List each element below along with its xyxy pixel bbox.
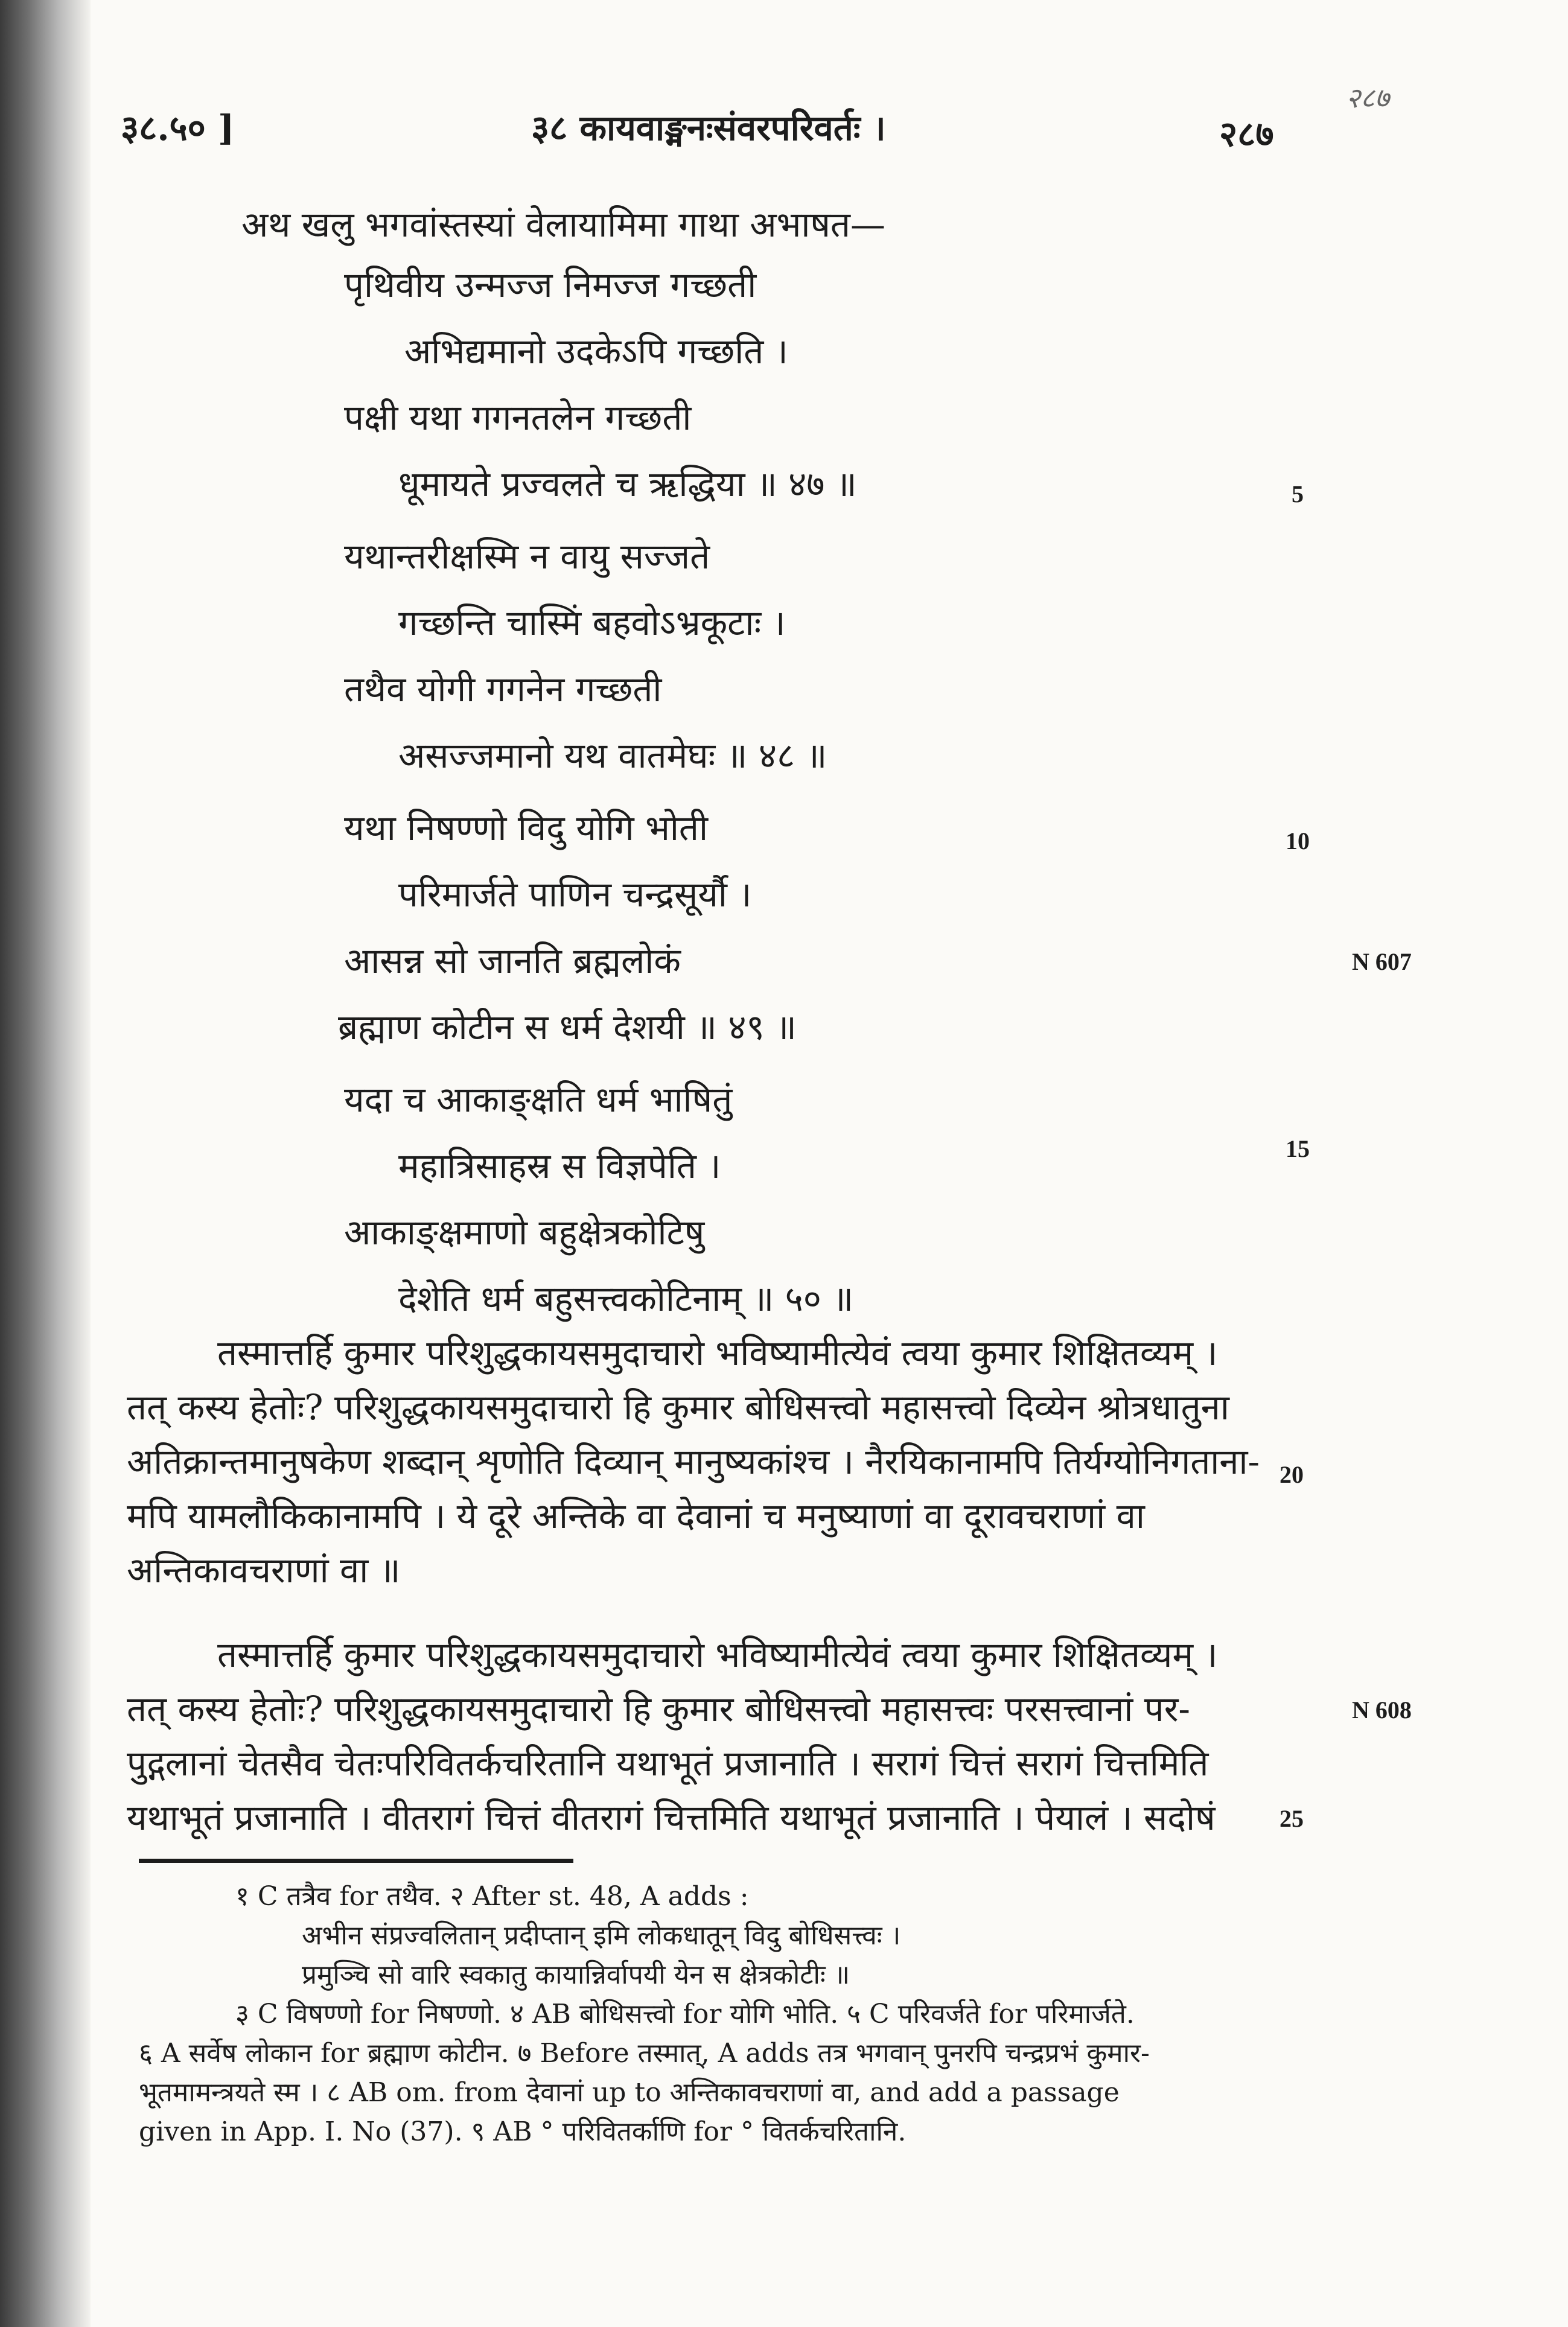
verse-line: गच्छन्ति चास्मिं बहवोऽभ्रकूटाः । (398, 602, 786, 643)
prose-line: तत् कस्य हेतोः? परिशुद्धकायसमुदाचारो हि कुमार बोधिसत्त्वो महासत्त्वो दिव्येन श्रोत्रधातुना (127, 1387, 1229, 1428)
line-number: 20 (1280, 1461, 1304, 1488)
margin-manuscript-ref: N 607 (1352, 948, 1412, 975)
running-header (121, 81, 1389, 169)
verse-line: तथैव योगी गगनेन गच्छती (344, 669, 662, 710)
verse-line: असज्जमानो यथ वातमेघः ॥ ४८ ॥ (398, 735, 827, 776)
verse-line: महात्रिसाहस्र स विज्ञपेति । (398, 1145, 721, 1186)
book-binding-shadow (0, 0, 91, 2327)
header-verse-range: ३८.५० ] (121, 107, 235, 148)
header-chapter-title: ३८ कायवाङ्मनःसंवरपरिवर्तः । (531, 107, 886, 148)
verse-line: देशेति धर्म बहुसत्त्वकोटिनाम् ॥ ५० ॥ (398, 1278, 854, 1319)
verse-line: पक्षी यथा गगनतलेन गच्छती (344, 397, 692, 438)
verse-line: यदा च आकाङ्क्षति धर्म भाषितुं (344, 1079, 733, 1120)
prose-line: तत् कस्य हेतोः? परिशुद्धकायसमुदाचारो हि कुमार बोधिसत्त्वो महासत्त्वः परसत्त्वानां पर- (127, 1689, 1191, 1730)
verse-line: यथान्तरीक्षस्मि न वायु सज्जते (344, 536, 710, 577)
footnote-rule (139, 1859, 573, 1863)
line-number: 25 (1280, 1805, 1304, 1832)
prose-line: तस्मात्तर्हि कुमार परिशुद्धकायसमुदाचारो भविष्यामीत्येवं त्वया कुमार शिक्षितव्यम् । (217, 1634, 1218, 1675)
verse-line: परिमार्जते पाणिन चन्द्रसूर्यौ । (398, 874, 752, 915)
line-number: 15 (1286, 1135, 1310, 1162)
line-number: 10 (1286, 827, 1310, 855)
prose-line: मपि यामलौकिकानामपि । ये दूरे अन्तिके वा देवानां च मनुष्याणां वा दूरावचराणां वा (127, 1495, 1145, 1536)
prose-line: अन्तिकावचराणां वा ॥ (127, 1550, 401, 1591)
verse-line: आकाङ्क्षमाणो बहुक्षेत्रकोटिषु (344, 1212, 705, 1253)
verse-line: ब्रह्माण कोटीन स धर्म देशयी ॥ ४९ ॥ (338, 1007, 797, 1048)
footnote-line: ३ C विषण्णो for निषण्णो. ४ AB बोधिसत्त्वो for योगि भोति. ५ C परिवर्जते for परिमार्जते. (235, 1999, 1135, 2029)
verse-line: यथा निषण्णो विदु योगि भोती (344, 807, 708, 848)
header-page-number: २८७ (1219, 113, 1274, 154)
prose-line: अतिक्रान्तमानुषकेण शब्दान् शृणोति दिव्यान् मानुष्यकांश्च । नैरयिकानामपि तिर्यग्योनिगताना- (127, 1441, 1260, 1482)
prose-line: तस्मात्तर्हि कुमार परिशुद्धकायसमुदाचारो भविष्यामीत्येवं त्वया कुमार शिक्षितव्यम् । (217, 1332, 1218, 1374)
verse-line: धूमायते प्रज्वलते च ऋद्धिया ॥ ४७ ॥ (398, 463, 857, 505)
footnote-line: given in App. I. No (37). ९ AB ° परिवितर्काणि for ° वितर्कचरितानि. (139, 2116, 907, 2147)
verse-line: पृथिवीय उन्मज्ज निमज्ज गच्छती (344, 264, 757, 305)
verse-line: आसन्न सो जानति ब्रह्मलोकं (344, 940, 681, 981)
prose-line: पुद्गलानां चेतसैव चेतःपरिवितर्कचरितानि यथाभूतं प्रजानाति । सरागं चित्तं सरागं चित्तमिति (127, 1743, 1209, 1784)
footnote-line: १ C तत्रैव for तथैव. २ After st. 48, A adds : (235, 1881, 749, 1912)
intro-line: अथ खलु भगवांस्तस्यां वेलायामिमा गाथा अभाषत— (241, 204, 885, 245)
footnote-line: ६ A सर्वेष लोकान for ब्रह्माण कोटीन. ७ Before तस्मात्, A adds तत्र भगवान् पुनरपि चन्द्रप्रभं कुमार- (139, 2038, 1150, 2069)
verse-line: अभिद्यमानो उदकेऽपि गच्छति । (404, 331, 788, 372)
pencil-annotation: २८७ (1346, 81, 1389, 114)
line-number: 5 (1292, 480, 1304, 508)
footnote-line: प्रमुञ्चि सो वारि स्वकातु कायान्निर्वापयी येन स क्षेत्रकोटीः ॥ (302, 1959, 850, 1990)
margin-manuscript-ref: N 608 (1352, 1696, 1412, 1724)
footnote-line: भूतमामन्त्रयते स्म । ८ AB om. from देवानां up to अन्तिकावचराणां वा, and add a passage (139, 2077, 1120, 2108)
footnote-line: अभीन संप्रज्वलितान् प्रदीप्तान् इमि लोकधातून् विदु बोधिसत्त्वः । (302, 1920, 901, 1951)
prose-line: यथाभूतं प्रजानाति । वीतरागं चित्तं वीतरागं चित्तमिति यथाभूतं प्रजानाति । पेयालं । सदोषं (127, 1797, 1216, 1838)
